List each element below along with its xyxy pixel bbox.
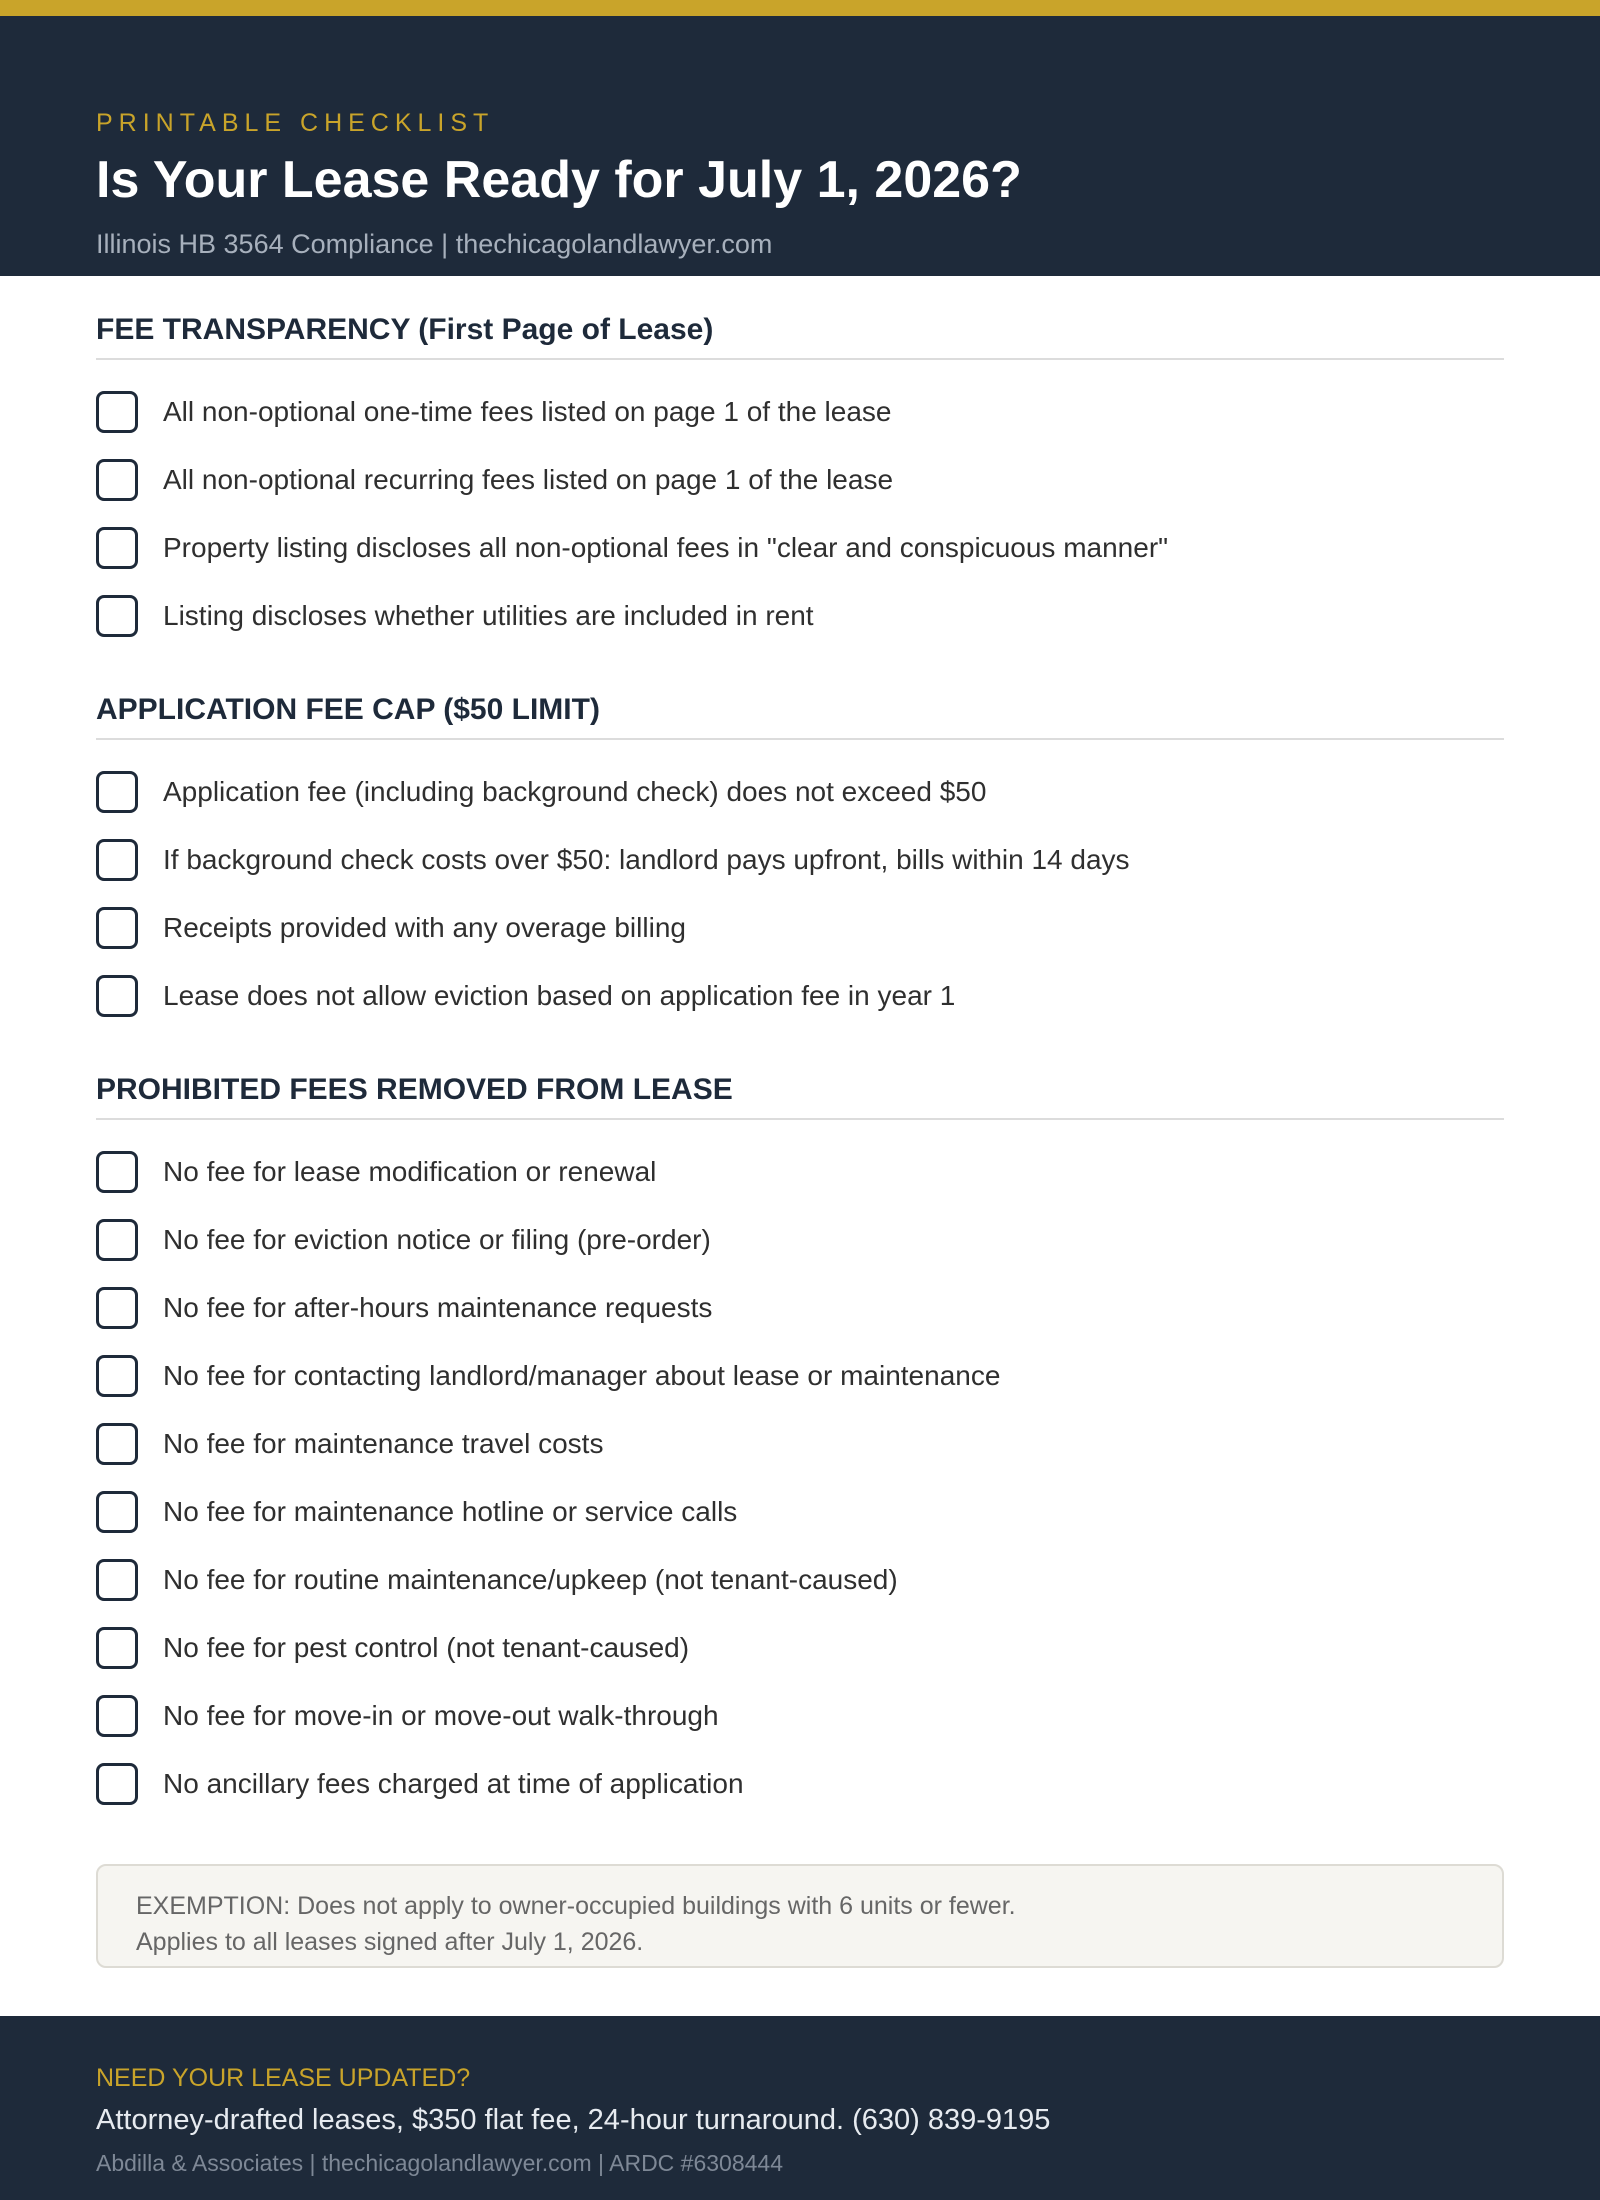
checkbox[interactable] [96,1559,138,1601]
footer-firm-info: Abdilla & Associates | thechicagolandlawyer.com | ARDC #6308444 [96,2150,784,2176]
checkbox[interactable] [96,527,138,569]
checkbox[interactable] [96,907,138,949]
exemption-line: EXEMPTION: Does not apply to owner-occupied buildings with 6 units or fewer. [136,1892,1016,1920]
checklist-item-label: No fee for maintenance hotline or service calls [163,1496,738,1527]
checklist-item-label: No fee for move-in or move-out walk-through [163,1700,719,1731]
checklist-item-label: No ancillary fees charged at time of application [163,1768,744,1799]
checklist-item [96,962,1504,1030]
checklist-item [96,826,1504,894]
checklist-item [96,1206,1504,1274]
section-title: PROHIBITED FEES REMOVED FROM LEASE [96,1075,1504,1120]
checklist-item [96,582,1504,650]
checklist-item [96,1478,1504,1546]
checklist-item [96,1138,1504,1206]
checkbox[interactable] [96,1491,138,1533]
checklist-item-label: Receipts provided with any overage billing [163,912,686,943]
checklist-item [96,758,1504,826]
footer-offer-text: Attorney-drafted leases, $350 flat fee, 24-hour turnaround. (630) 839-9195 [96,2104,1051,2136]
checkbox[interactable] [96,1763,138,1805]
checkbox[interactable] [96,1355,138,1397]
footer-cta-heading: NEED YOUR LEASE UPDATED? [96,2064,471,2092]
section-title: FEE TRANSPARENCY (First Page of Lease) [96,315,1504,360]
checklist-item-label: No fee for pest control (not tenant-caused) [163,1632,690,1663]
checkbox[interactable] [96,1695,138,1737]
exemption-note [96,1864,1504,1968]
checklist [96,378,1504,650]
checklist-item-label: If background check costs over $50: landlord pays upfront, bills within 14 days [163,844,1130,875]
checklist [96,1138,1504,1818]
checklist-item [96,1410,1504,1478]
checklist [96,758,1504,1030]
page-title: Is Your Lease Ready for July 1, 2026? [96,151,1022,209]
checklist-item-label: All non-optional one-time fees listed on page 1 of the lease [163,396,892,427]
checklist-item [96,1274,1504,1342]
checklist-item-label: Application fee (including background check) does not exceed $50 [163,776,987,807]
section-title: APPLICATION FEE CAP ($50 LIMIT) [96,695,1504,740]
checkbox[interactable] [96,1423,138,1465]
checkbox[interactable] [96,975,138,1017]
checklist-item [96,1546,1504,1614]
checklist-item-label: Listing discloses whether utilities are included in rent [163,600,814,631]
eyebrow-label: PRINTABLE CHECKLIST [96,109,495,137]
section-application-fee-cap [96,695,1504,1030]
top-accent-bar [0,0,1600,16]
checkbox[interactable] [96,1151,138,1193]
checklist-item-label: Property listing discloses all non-optional fees in "clear and conspicuous manner" [163,532,1169,563]
checklist-item [96,1750,1504,1818]
page-header [0,16,1600,276]
checklist-item-label: All non-optional recurring fees listed on page 1 of the lease [163,464,894,495]
exemption-line: Applies to all leases signed after July 1, 2026. [136,1928,644,1956]
checklist-item-label: No fee for lease modification or renewal [163,1156,657,1187]
checklist-item [96,1682,1504,1750]
checkbox[interactable] [96,1627,138,1669]
checkbox[interactable] [96,391,138,433]
section-prohibited-fees [96,1075,1504,1818]
page-footer [0,2016,1600,2200]
checkbox[interactable] [96,1219,138,1261]
checklist-item-label: No fee for after-hours maintenance requests [163,1292,713,1323]
checkbox[interactable] [96,459,138,501]
checkbox[interactable] [96,771,138,813]
checkbox[interactable] [96,1287,138,1329]
checklist-item [96,1614,1504,1682]
checklist-item [96,1342,1504,1410]
checklist-item [96,514,1504,582]
checklist-item [96,446,1504,514]
checklist-item [96,378,1504,446]
checklist-item-label: No fee for maintenance travel costs [163,1428,604,1459]
checklist-item [96,894,1504,962]
page-subtitle: Illinois HB 3564 Compliance | thechicagolandlawyer.com [96,229,773,259]
checklist-item-label: Lease does not allow eviction based on application fee in year 1 [163,980,956,1011]
checklist-item-label: No fee for contacting landlord/manager about lease or maintenance [163,1360,1001,1391]
checkbox[interactable] [96,595,138,637]
section-fee-transparency [96,315,1504,650]
checklist-item-label: No fee for routine maintenance/upkeep (not tenant-caused) [163,1564,898,1595]
checkbox[interactable] [96,839,138,881]
checklist-item-label: No fee for eviction notice or filing (pre-order) [163,1224,711,1255]
